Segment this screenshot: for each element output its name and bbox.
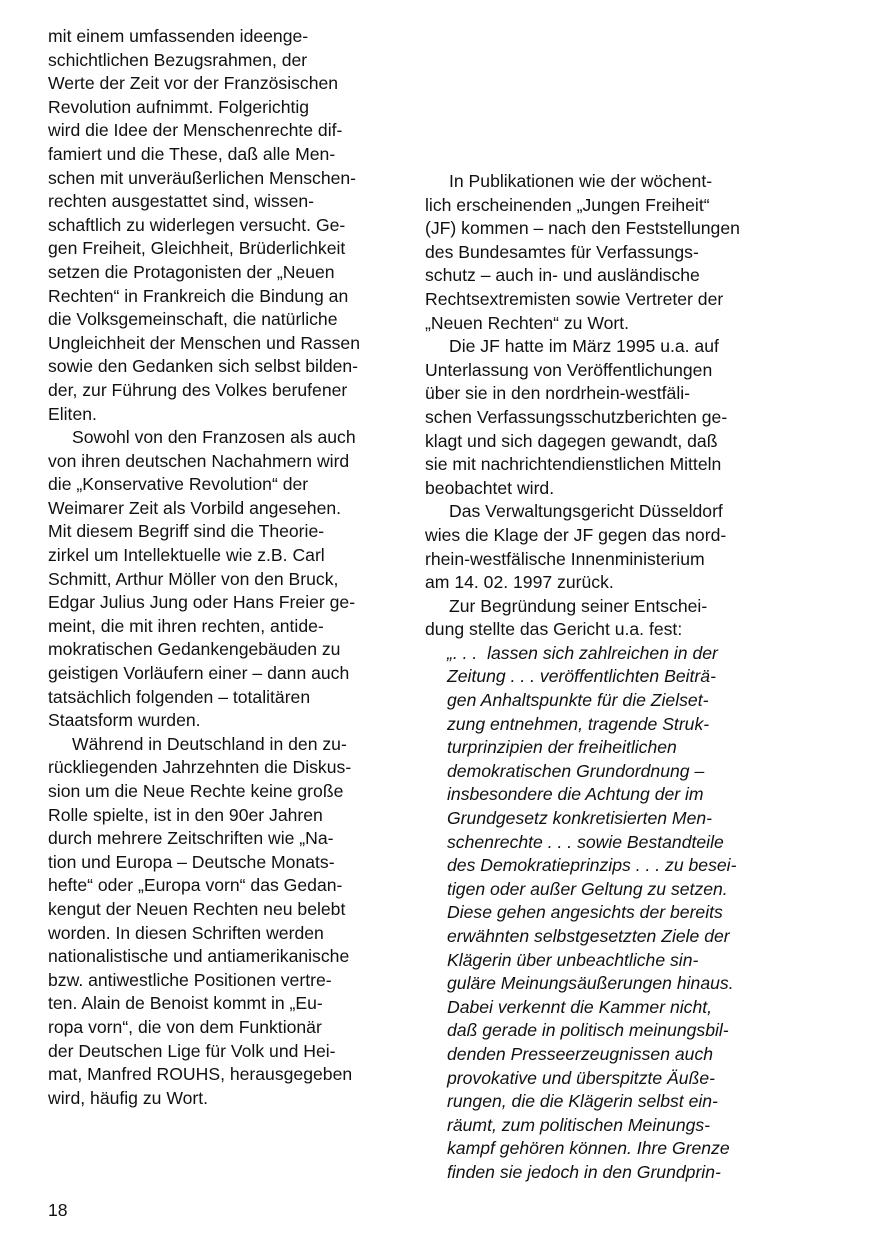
quote-line: denden Presseerzeugnissen auch [447,1043,714,1064]
quote-line: rungen, die die Klägerin selbst ein- [447,1091,718,1112]
text-line: durch mehrere Zeitschriften wie „Na- [48,828,334,849]
text-line: worden. In diesen Schriften werden [48,922,324,943]
text-line: nationalistische und antiamerikanische [48,946,350,967]
text-line: von ihren deutschen Nachahmern wird [48,450,350,471]
quote-line: des Demokratieprinzips . . . zu besei- [447,855,737,876]
text-line: Während in Deutschland in den zu- [72,733,347,754]
quote-line: kampf gehören können. Ihre Grenze [447,1138,730,1159]
quote-line: demokratischen Grundordnung – [447,760,705,781]
text-line: über sie in den nordrhein-westfäli- [425,383,691,404]
quote-line: guläre Meinungsäußerungen hinaus. [447,973,734,994]
text-line: meint, die mit ihren rechten, antide- [48,615,324,636]
text-line: schutz – auch in- und ausländische [425,265,700,286]
text-line: Rechtsextremisten sowie Vertreter der [425,288,724,309]
text-line: die Volksgemeinschaft, die natürliche [48,309,338,330]
text-line: mat, Manfred ROUHS, herausgegeben [48,1064,353,1085]
text-line: sowie den Gedanken sich selbst bilden- [48,356,359,377]
text-line: sie mit nachrichtendienstlichen Mitteln [425,454,722,475]
text-line: des Bundesamtes für Verfassungs- [425,241,699,262]
quote-line: Diese gehen angesichts der bereits [447,902,723,923]
text-line: setzen die Protagonisten der „Neuen [48,261,335,282]
text-line: wird die Idee der Menschenrechte dif- [48,120,343,141]
text-line: Rolle spielte, ist in den 90er Jahren [48,804,323,825]
text-line: bzw. antiwestliche Positionen vertre- [48,969,332,990]
text-line: rechten ausgestattet sind, wissen- [48,191,315,212]
page-number: 18 [48,1200,68,1220]
text-line: Zur Begründung seiner Entschei- [449,595,708,616]
right-text-column [425,170,770,1185]
text-line: Weimarer Zeit als Vorbild angesehen. [48,497,342,518]
text-line: kengut der Neuen Rechten neu belebt [48,898,346,919]
text-line: beobachtet wird. [425,477,555,498]
text-line: Werte der Zeit vor der Französischen [48,73,339,94]
quote-line: Klägerin über unbeachtliche sin- [447,949,699,970]
text-line: ropa vorn“, die von dem Funktionär [48,1016,322,1037]
text-line: Edgar Julius Jung oder Hans Freier ge- [48,592,356,613]
text-line: der Deutschen Lige für Volk und Hei- [48,1040,336,1061]
left-text-column [48,25,393,1110]
text-line: schen mit unveräußerlichen Menschen- [48,167,357,188]
quote-line: „. . . lassen sich zahlreichen in der [447,642,718,663]
text-line: tion und Europa – Deutsche Monats- [48,851,335,872]
text-line: am 14. 02. 1997 zurück. [425,572,614,593]
text-line: die „Konservative Revolution“ der [48,474,309,495]
quote-line: Zeitung . . . veröffentlichten Beiträ- [447,666,716,687]
text-line: mokratischen Gedankengebäuden zu [48,639,341,660]
text-line: gen Freiheit, Gleichheit, Brüderlichkeit [48,238,346,259]
text-line: sion um die Neue Rechte keine große [48,781,344,801]
text-line: geistigen Vorläufern einer – dann auch [48,663,350,684]
quote-line: tigen oder außer Geltung zu setzen. [447,878,728,899]
text-line: In Publikationen wie der wöchent- [449,171,713,191]
text-line: rückliegenden Jahrzehnten die Diskus- [48,757,352,778]
text-line: ten. Alain de Benoist kommt in „Eu- [48,993,323,1014]
text-line: tatsächlich folgenden – totalitären [48,686,311,707]
quote-line: zung entnehmen, tragende Struk- [447,713,710,734]
text-line: Staatsform wurden. [48,710,201,731]
text-line: Das Verwaltungsgericht Düsseldorf [449,501,723,522]
text-line: zirkel um Intellektuelle wie z.B. Carl [48,545,325,566]
quote-line: finden sie jedoch in den Grundprin- [447,1161,721,1182]
quote-line: räumt, zum politischen Meinungs- [447,1114,711,1135]
quote-line: gen Anhaltspunkte für die Zielset- [447,690,709,711]
quote-line: Dabei verkennt die Kammer nicht, [447,996,713,1017]
quote-line: erwähnten selbstgesetzten Ziele der [447,926,730,946]
text-line: schaftlich zu widerlegen versucht. Ge- [48,214,346,235]
text-line: Ungleichheit der Menschen und Rassen [48,332,360,353]
quote-line: turprinzipien der freiheitlichen [447,737,677,758]
text-line: Sowohl von den Franzosen als auch [72,427,356,448]
text-line: famiert und die These, daß alle Men- [48,143,336,164]
quote-line: daß gerade in politisch meinungsbil- [447,1020,729,1041]
text-line: schen Verfassungsschutzberichten ge- [425,406,728,427]
text-line: Mit diesem Begriff sind die Theorie- [48,521,325,542]
text-line: Revolution aufnimmt. Folgerichtig [48,96,310,117]
text-line: Die JF hatte im März 1995 u.a. auf [449,336,719,357]
text-line: „Neuen Rechten“ zu Wort. [425,312,630,333]
text-line: lich erscheinenden „Jungen Freiheit“ [425,194,710,215]
text-line: Unterlassung von Veröffentlichungen [425,359,713,380]
quote-line: provokative und überspitzte Äuße- [447,1067,715,1088]
text-line: der, zur Führung des Volkes berufener [48,379,348,400]
text-line: Eliten. [48,403,97,424]
text-line: rhein-westfälische Innenministerium [425,548,705,569]
text-line: wies die Klage der JF gegen das nord- [425,524,727,545]
text-line: klagt und sich dagegen gewandt, daß [425,430,718,451]
text-line: (JF) kommen – nach den Feststellungen [425,218,740,239]
quote-line: Grundgesetz konkretisierten Men- [447,808,713,829]
text-line: mit einem umfassenden ideenge- [48,26,309,46]
text-line: Schmitt, Arthur Möller von den Bruck, [48,568,339,589]
text-line: Rechten“ in Frankreich die Bindung an [48,285,349,306]
quote-line: insbesondere die Achtung der im [447,784,704,805]
text-line: schichtlichen Bezugsrahmen, der [48,49,308,70]
text-line: dung stellte das Gericht u.a. fest: [425,619,683,640]
text-line: wird, häufig zu Wort. [48,1087,209,1108]
quote-line: schenrechte . . . sowie Bestandteile [447,831,724,852]
text-line: hefte“ oder „Europa vorn“ das Gedan- [48,875,343,896]
